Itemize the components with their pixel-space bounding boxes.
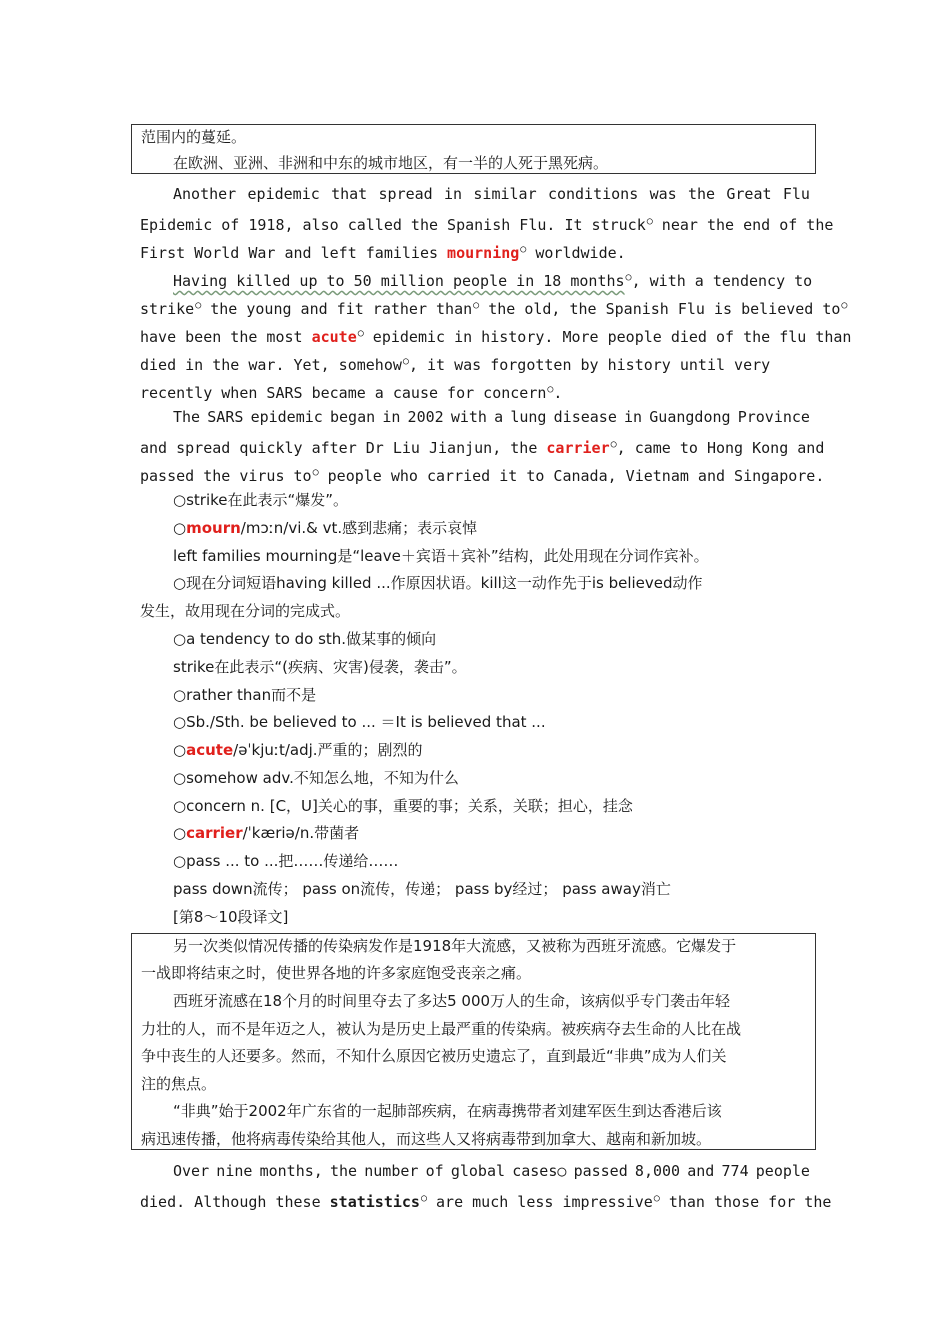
passage-word: global xyxy=(450,1162,506,1180)
passage-word: began xyxy=(329,408,376,426)
passage-word: with xyxy=(450,408,487,426)
passage-word: the xyxy=(687,185,716,203)
note-line: ○acute/əˈkjuːt/adj.严重的；剧烈的 xyxy=(173,741,423,759)
passage-word: 8,000 xyxy=(634,1162,681,1180)
note-line: ○Sb./Sth. be believed to ... ＝It is believed that ... xyxy=(173,713,546,731)
vocab-statistics: statistics xyxy=(329,1193,420,1211)
passage-line: and spread quickly after Dr Liu Jianjun, the carrier○, came to Hong Kong and xyxy=(140,439,825,457)
passage-word: people xyxy=(755,1162,810,1180)
note-line: ○a tendency to do sth.做某事的倾向 xyxy=(173,630,437,648)
vocab-acute-note: acute xyxy=(186,741,234,759)
passage-word: 774 xyxy=(721,1162,749,1180)
passage-word: was xyxy=(649,185,677,203)
passage-line: Having killed up to 50 million people in 18 months○, with a tendency to xyxy=(173,272,813,290)
vocab-carrier: carrier xyxy=(546,439,610,457)
note-line: ○concern n. [C，U]关心的事，重要的事；关系，关联；担心，挂念 xyxy=(173,797,633,815)
section-heading: [第8～10段译文] xyxy=(173,908,289,926)
translation-line: 一战即将结束之时，使世界各地的许多家庭饱受丧亲之痛。 xyxy=(141,964,532,982)
passage-word: The xyxy=(173,408,201,426)
passage-line xyxy=(173,1161,810,1181)
passage-word: Guangdong xyxy=(649,408,731,426)
passage-line: have been the most acute○ epidemic in history. More people died of the flu than xyxy=(140,328,852,346)
passage-word: SARS xyxy=(207,408,244,426)
passage-word: Province xyxy=(737,408,810,426)
translation-line: 注的焦点。 xyxy=(141,1075,217,1093)
passage-word: Flu xyxy=(782,185,810,203)
passage-word: and xyxy=(687,1162,715,1180)
passage-line: recently when SARS became a cause for concern○. xyxy=(140,384,563,402)
passage-word: passed xyxy=(573,1162,628,1180)
vocab-mourn: mourn xyxy=(186,519,241,537)
passage-word: of xyxy=(425,1162,444,1180)
participle-phrase: Having killed up to 50 million people in 18 months xyxy=(173,272,625,290)
passage-word: nine xyxy=(216,1162,253,1180)
passage-word: disease xyxy=(553,408,617,426)
passage-line: strike○ the young and fit rather than○ the old, the Spanish Flu is believed to○ xyxy=(140,300,848,318)
passage-line xyxy=(173,184,810,204)
note-line: 发生，故用现在分词的完成式。 xyxy=(140,602,351,620)
passage-word: lung xyxy=(510,408,547,426)
vocab-carrier-note: carrier xyxy=(186,824,243,842)
vocab-mourning: mourning xyxy=(447,244,520,262)
translation-line: 范围内的蔓延。 xyxy=(141,128,247,146)
translation-line: 争中丧生的人还要多。然而，不知什么原因它被历史遗忘了，直到最近“非典”成为人们关 xyxy=(141,1047,727,1065)
passage-word: epidemic xyxy=(247,185,320,203)
passage-line xyxy=(173,407,810,427)
note-line: strike在此表示“(疾病、灾害)侵袭，袭击”。 xyxy=(173,658,467,676)
passage-word: in xyxy=(444,185,463,203)
translation-line: 另一次类似情况传播的传染病发作是1918年大流感，又被称为西班牙流感。它爆发于 xyxy=(173,937,737,955)
passage-word: spread xyxy=(378,185,433,203)
note-line: left families mourning是“leave＋宾语＋宾补”结构，此处用现在分词作宾补。 xyxy=(173,547,709,565)
note-line: ○现在分词短语having killed ...作原因状语。kill这一动作先于is believed动作 xyxy=(173,574,703,592)
note-line: ○mourn/mɔːn/vi.& vt.感到悲痛；表示哀悼 xyxy=(173,519,478,537)
note-line: ○carrier/ˈkæriə/n.带菌者 xyxy=(173,824,360,842)
passage-word: that xyxy=(331,185,368,203)
note-line: ○strike在此表示“爆发”。 xyxy=(173,491,349,509)
translation-line: 在欧洲、亚洲、非洲和中东的城市地区，有一半的人死于黑死病。 xyxy=(173,154,609,172)
passage-word: Over xyxy=(173,1162,210,1180)
passage-line: passed the virus to○ people who carried it to Canada, Vietnam and Singapore. xyxy=(140,467,825,485)
passage-word: epidemic xyxy=(250,408,323,426)
note-line: ○rather than而不是 xyxy=(173,686,317,704)
vocab-acute: acute xyxy=(311,328,357,346)
translation-line: 西班牙流感在18个月的时间里夺去了多达5 000万人的生命，该病似乎专门袭击年轻 xyxy=(173,992,731,1010)
translation-line: 力壮的人，而不是年迈之人，被认为是历史上最严重的传染病。被疾病夺去生命的人比在战 xyxy=(141,1020,742,1038)
passage-line: died. Although these statistics○ are much less impressive○ than those for the xyxy=(140,1193,832,1211)
passage-word: the xyxy=(329,1162,358,1180)
passage-word: Great xyxy=(726,185,772,203)
passage-word: number xyxy=(364,1162,419,1180)
passage-line: died in the war. Yet, somehow○, it was forgotten by history until very xyxy=(140,356,771,374)
translation-line: 病迅速传播，他将病毒传染给其他人，而这些人又将病毒带到加拿大、越南和新加坡。 xyxy=(141,1130,712,1148)
note-line: ○somehow adv.不知怎么地，不知为什么 xyxy=(173,769,459,787)
passage-line: First World War and left families mourning○ worldwide. xyxy=(140,244,626,262)
note-line: pass down流传； pass on流传，传递； pass by经过； pass away消亡 xyxy=(173,880,671,898)
passage-word: Another xyxy=(173,185,237,203)
passage-word: a xyxy=(494,408,504,426)
passage-word: 2002 xyxy=(407,408,444,426)
passage-word: in xyxy=(382,408,401,426)
passage-word: similar xyxy=(473,185,537,203)
note-line: ○pass ... to ...把……传递给…… xyxy=(173,852,399,870)
passage-word: in xyxy=(624,408,643,426)
passage-word: months, xyxy=(259,1162,323,1180)
passage-line: Epidemic of 1918, also called the Spanish Flu. It struck○ near the end of the xyxy=(140,216,834,234)
passage-word: cases○ xyxy=(512,1162,567,1180)
passage-word: conditions xyxy=(547,185,639,203)
translation-line: “非典”始于2002年广东省的一起肺部疾病，在病毒携带者刘建军医生到达香港后该 xyxy=(173,1102,722,1120)
